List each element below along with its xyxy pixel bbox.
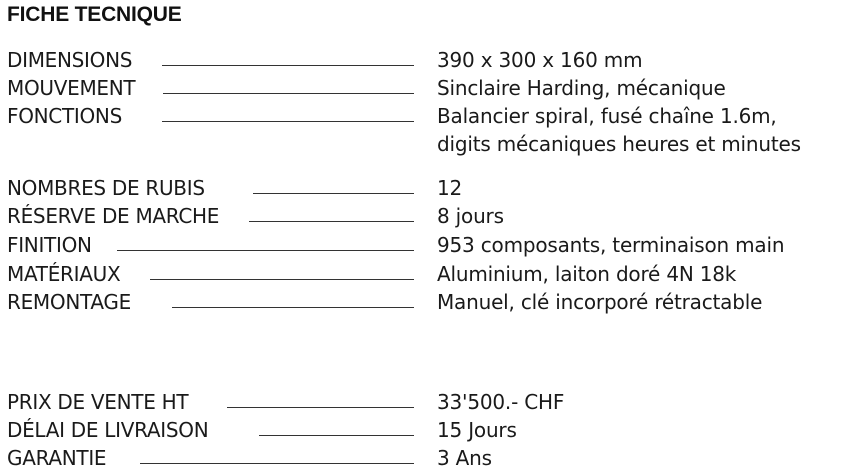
spec-label: MATÉRIAUX [7,262,121,286]
warranty-row [7,444,857,472]
spec-value: Aluminium, laiton doré 4N 18k [437,262,737,286]
leader-line [140,463,414,464]
leader-line [150,279,414,280]
price-label: PRIX DE VENTE HT [7,390,189,414]
spec-row-rubis [7,174,857,202]
spec-row-fonctions [7,102,857,158]
delivery-label: DÉLAI DE LIVRAISON [7,418,209,442]
spec-row-reserve [7,202,857,230]
spec-row-materiaux [7,260,857,288]
spec-label: REMONTAGE [7,290,131,314]
leader-line [259,435,414,436]
spec-value-line2: digits mécaniques heures et minutes [437,132,801,156]
spec-label: RÉSERVE DE MARCHE [7,204,220,228]
leader-line [249,221,414,222]
price-value: 33'500.- CHF [437,390,565,414]
spec-row-remontage [7,288,857,316]
sheet-title: FICHE TECNIQUE [7,3,182,26]
spec-label: DIMENSIONS [7,48,133,72]
spec-value: Balancier spiral, fusé chaîne 1.6m, [437,104,777,128]
spec-value: 390 x 300 x 160 mm [437,48,643,72]
spec-label: MOUVEMENT [7,76,136,100]
spec-label: FINITION [7,233,92,257]
leader-line [172,307,414,308]
leader-line [162,65,414,66]
delivery-value: 15 Jours [437,418,517,442]
leader-line [227,407,414,408]
spec-row-finition [7,231,857,259]
spec-value: 8 jours [437,204,504,228]
leader-line [162,121,414,122]
spec-value: Sinclaire Harding, mécanique [437,76,726,100]
spec-row-mouvement [7,74,857,102]
spec-value: 953 composants, terminaison main [437,233,785,257]
price-row [7,388,857,416]
leader-line [253,193,414,194]
leader-line [163,93,414,94]
warranty-label: GARANTIE [7,446,107,470]
warranty-value: 3 Ans [437,446,492,470]
spec-label: NOMBRES DE RUBIS [7,176,205,200]
spec-value: Manuel, clé incorporé rétractable [437,290,763,314]
delivery-row [7,416,857,444]
spec-value: 12 [437,176,463,200]
leader-line [117,250,414,251]
spec-row-dimensions [7,46,857,74]
spec-label: FONCTIONS [7,104,122,128]
